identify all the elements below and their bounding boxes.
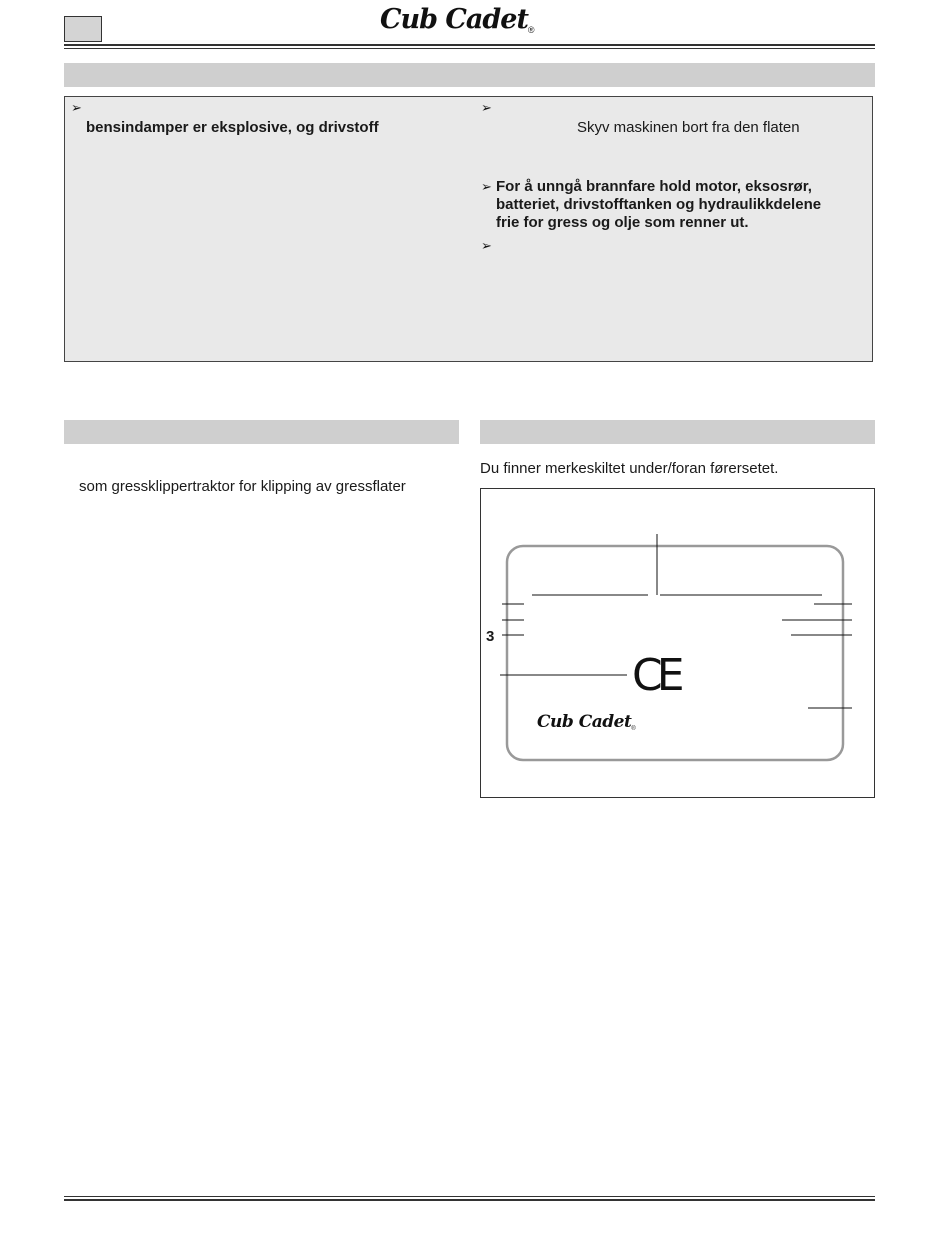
bullet-arrow-icon: ➢ xyxy=(71,100,82,115)
header-rule-thick xyxy=(64,44,875,46)
safety-section-bar xyxy=(64,63,875,87)
nameplate-logo-text: Cub Cadet xyxy=(537,712,632,732)
page-number-tab xyxy=(64,16,102,42)
nameplate-registered-mark: ® xyxy=(631,726,636,732)
footer-rule-thick xyxy=(64,1199,875,1201)
nameplate-diagram xyxy=(480,488,875,798)
nameplate-section-bar xyxy=(480,420,875,444)
bullet-arrow-icon: ➢ xyxy=(481,238,492,253)
nameplate-intro-text: Du finner merkeskiltet under/foran førersetet. xyxy=(480,460,779,477)
brand-logo-text: Cub Cadet xyxy=(380,4,528,35)
safety-right-text-1: Skyv maskinen bort fra den flaten xyxy=(577,119,800,136)
ce-mark-icon: CE xyxy=(632,650,679,701)
brand-logo xyxy=(380,4,560,34)
safety-right-text-2-line-2: batteriet, drivstofftanken og hydraulikkdelene xyxy=(496,196,822,213)
bullet-arrow-icon: ➢ xyxy=(481,100,492,115)
safety-left-text: bensindamper er eksplosive, og drivstoff xyxy=(86,119,379,136)
nameplate-logo xyxy=(537,712,636,732)
safety-right-text-2-line-3: frie for gress og olje som renner ut. xyxy=(496,214,749,231)
safety-right-text-2-line-1: For å unngå brannfare hold motor, eksosrør, xyxy=(496,178,812,195)
header-rule-thin xyxy=(64,48,875,49)
registered-mark: ® xyxy=(527,25,535,35)
usage-text: som gressklippertraktor for klipping av gressflater xyxy=(79,478,406,495)
callout-number-3: 3 xyxy=(486,628,495,645)
footer-rule-thin xyxy=(64,1196,875,1197)
usage-section-bar xyxy=(64,420,459,444)
bullet-arrow-icon: ➢ xyxy=(481,179,492,194)
